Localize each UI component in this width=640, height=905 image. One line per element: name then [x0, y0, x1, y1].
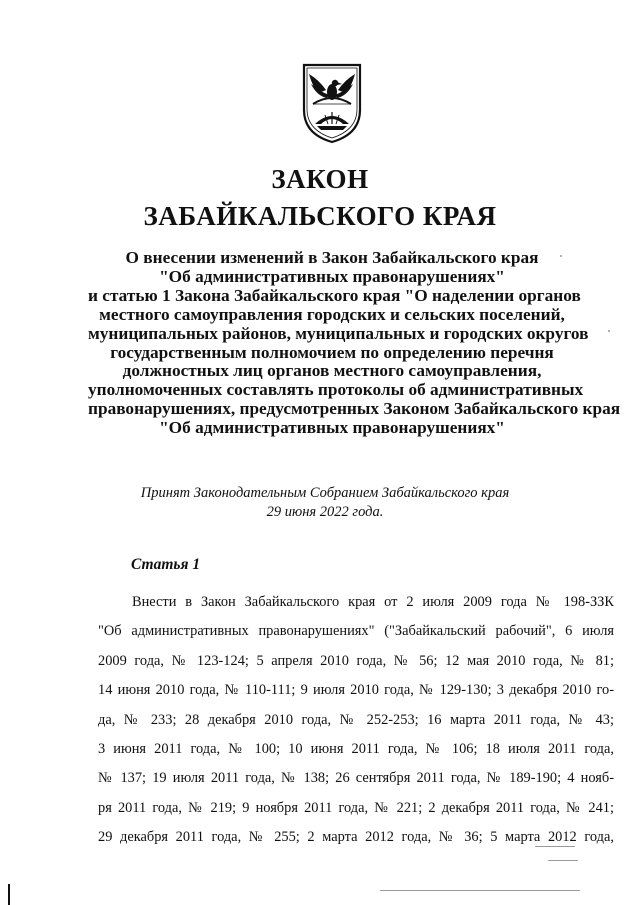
article-line: ря 2011 года, № 219; 9 ноября 2011 года, № 221; 2 декабря 2011 года, № 241; [98, 799, 614, 816]
article-line: 29 декабря 2011 года, № 255; 2 марта 2012 года, № 36; 5 марта 2012 года, [98, 829, 614, 846]
law-title: ЗАКОН [271, 164, 369, 194]
article-line: Внести в Закон Забайкальского края от 2 июля 2009 года № 198-ЗЗК [132, 594, 614, 610]
scan-speck [380, 890, 580, 891]
law-subject [88, 248, 621, 438]
subject-line: местного самоуправления городских и сельских поселений, [99, 304, 565, 324]
adoption-date: 29 июня 2022 года. [266, 504, 384, 520]
subject-line: уполномоченных составлять протоколы об административных [88, 380, 584, 400]
scan-speck [560, 255, 562, 257]
adoption-note [100, 484, 550, 522]
article-line: 3 июня 2011 года, № 100; 10 июня 2011 года, № 106; 18 июля 2011 года, [98, 741, 614, 758]
scan-speck [608, 330, 610, 332]
subject-line: правонарушениях, предусмотренных Законом Забайкальского края [88, 399, 621, 419]
subject-line: муниципальных районов, муниципальных и городских округов [88, 323, 589, 343]
scan-margin-mark [8, 884, 10, 905]
subject-line: государственным полномочием по определению перечня [110, 342, 554, 362]
subject-line: "Об административных правонарушениях" [159, 418, 505, 438]
coat-of-arms-icon [301, 62, 363, 144]
subject-line: должностных лиц органов местного самоуправления, [122, 361, 542, 381]
subject-line: О внесении изменений в Закон Забайкальского края [125, 248, 539, 267]
subject-line: "Об административных правонарушениях" [159, 266, 505, 286]
adoption-body: Принят Законодательным Собранием Забайкальского края [140, 485, 510, 501]
article-line: № 137; 19 июля 2011 года, № 138; 26 сентября 2011 года, № 189-190; 4 нояб- [98, 770, 614, 787]
article-line: "Об административных правонарушениях" ("Забайкальский рабочий", 6 июля [98, 623, 614, 640]
article-line: 2009 года, № 123-124; 5 апреля 2010 года, № 56; 12 мая 2010 года, № 81; [98, 652, 614, 669]
scan-speck [548, 860, 578, 861]
article-heading: Статья 1 [131, 556, 201, 573]
law-region: ЗАБАЙКАЛЬСКОГО КРАЯ [143, 201, 497, 231]
article-body [98, 588, 614, 853]
scan-speck [535, 846, 575, 847]
subject-line: и статью 1 Закона Забайкальского края "О наделении органов [88, 285, 581, 305]
article-line: 14 июня 2010 года, № 110-111; 9 июля 2010 года, № 129-130; 3 декабря 2010 го- [98, 682, 614, 699]
article-line: да, № 233; 28 декабря 2010 года, № 252-253; 16 марта 2011 года, № 43; [98, 711, 614, 728]
